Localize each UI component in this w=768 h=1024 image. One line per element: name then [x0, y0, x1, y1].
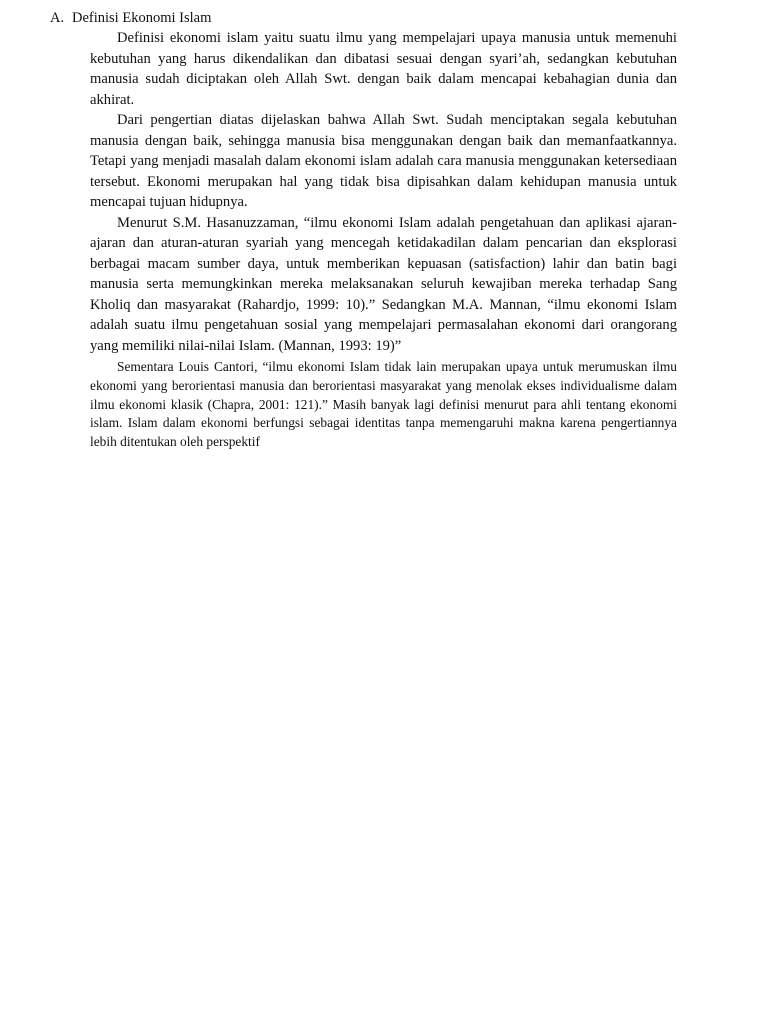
section-heading	[50, 8, 211, 28]
section-title: Definisi Ekonomi Islam	[72, 10, 212, 26]
paragraph-explanation: Dari pengertian diatas dijelaskan bahwa Allah Swt. Sudah menciptakan segala kebutuhan manusia dengan baik, sehingga manusia bisa menggunakan dengan baik dan memanfaatkannya. Tetapi yang menjadi masalah dalam ekonomi islam adalah cara manusia menggunakan ketersediaan tersebut. Ekonomi merupakan hal yang tidak bisa dipisahkan dalam kehidupan manusia untuk mencapai tujuan hidupnya.	[90, 112, 677, 210]
paragraph-definition: Definisi ekonomi islam yaitu suatu ilmu yang mempelajari upaya manusia untuk memenuhi kebutuhan yang harus dikendalikan dan dibatasi sesuai dengan syari’ah, sedangkan kebutuhan manusia sudah diciptakan oleh Allah Swt. dengan baik dalam mencapai kebahagian dunia dan akhirat.	[90, 30, 677, 108]
paragraph-hasanuzzaman-mannan: Menurut S.M. Hasanuzzaman, “ilmu ekonomi Islam adalah pengetahuan dan aplikasi ajaran-ajaran dan aturan-aturan syariah yang mencegah ketidakadilan dalam pencarian dan eksplorasi berbagai macam sumber daya, untuk memberikan kepuasan (satisfaction) lahir dan batin bagi manusia serta memungkinkan mereka melaksanakan seluruh kewajiban mereka terhadap Sang Kholiq dan masyarakat (Rahardjo, 1999: 10).” Sedangkan M.A. Mannan, “ilmu ekonomi Islam adalah suatu ilmu pengetahuan sosial yang mempelajari permasalahan ekonomi dari orangorang yang memiliki nilai-nilai Islam. (Mannan, 1993: 19)”	[90, 214, 677, 354]
paragraph-cantori: Sementara Louis Cantori, “ilmu ekonomi Islam tidak lain merupakan upaya untuk merumuskan ilmu ekonomi yang berorientasi manusia dan berorientasi masyarakat yang menolak ekses individualisme dalam ilmu ekonomi klasik (Chapra, 2001: 121).” Masih banyak lagi definisi menurut para ahli tentang ekonomi islam. Islam dalam ekonomi berfungsi sebagai identitas tanpa memengaruhi makna karena pengertiannya lebih ditentukan oleh perspektif	[90, 359, 677, 450]
section-number: A.	[50, 10, 65, 26]
section-body	[90, 28, 677, 452]
